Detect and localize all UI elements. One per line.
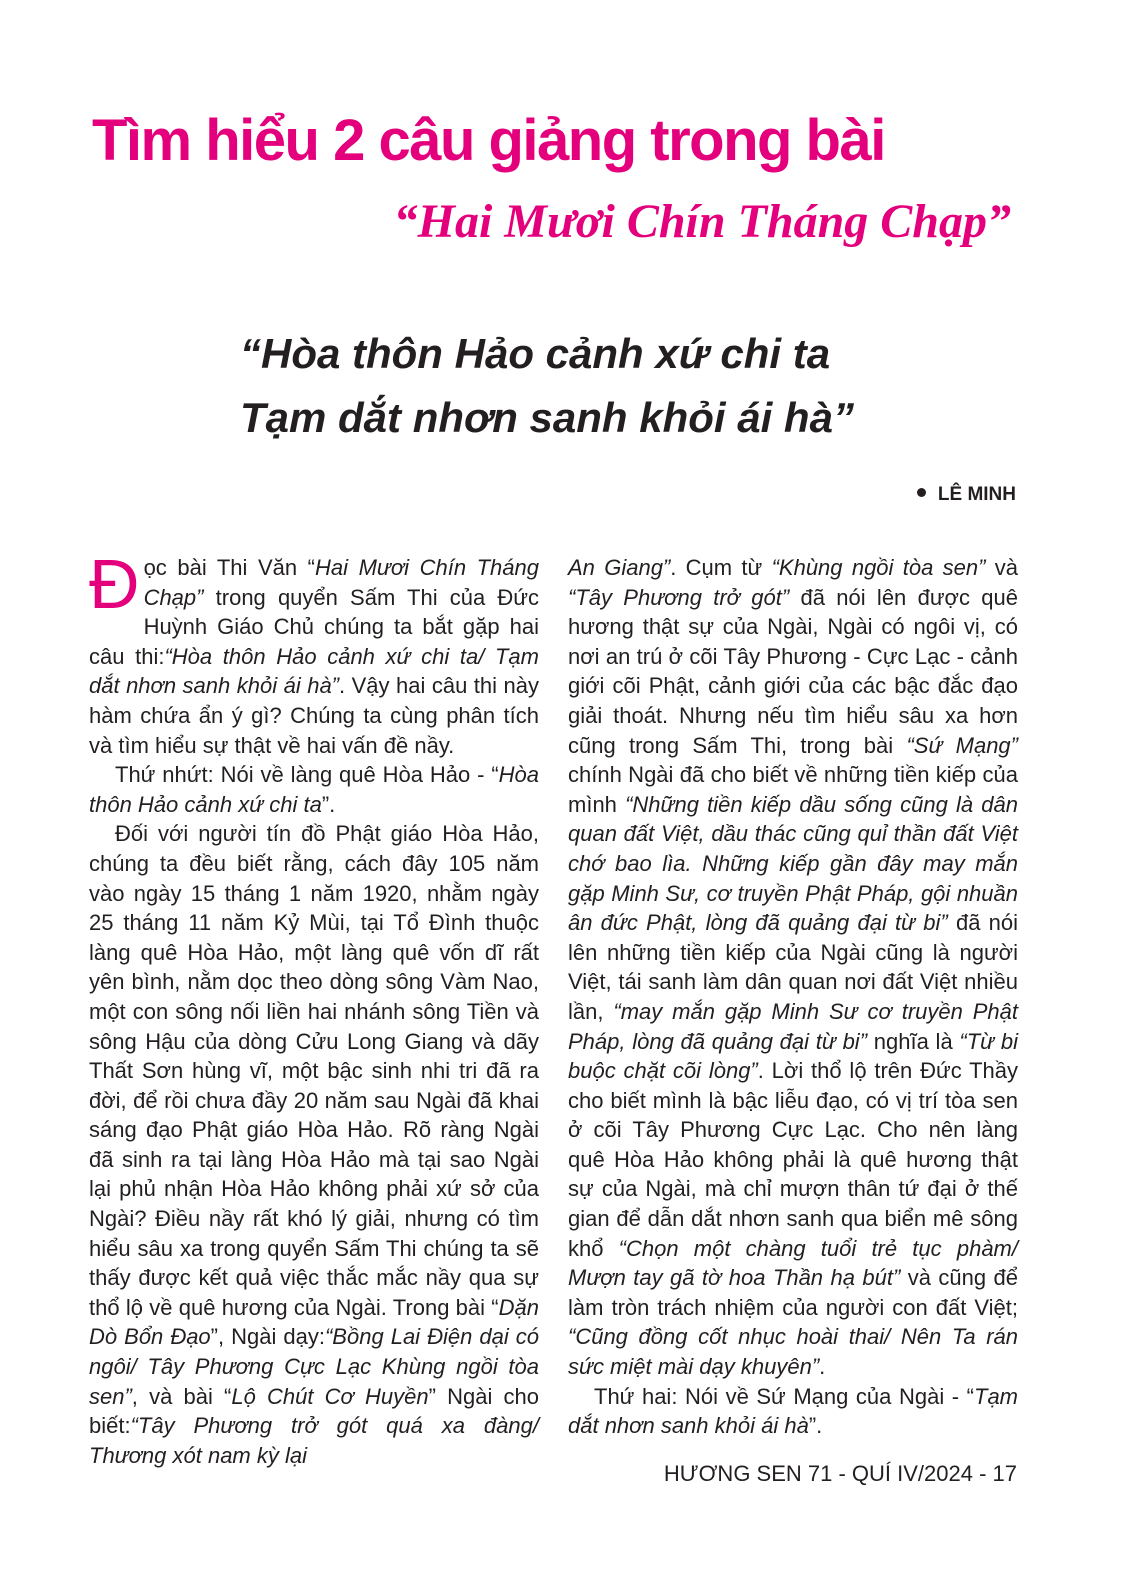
paragraph: Thứ nhứt: Nói về làng quê Hòa Hảo - “Hòa thôn Hảo cảnh xứ chi ta”. (89, 762, 539, 817)
paragraph: An Giang”. Cụm từ “Khùng ngồi tòa sen” và “Tây Phương trở gót” đã nói lên được quê hương thật sự của Ngài, Ngài có ngôi vị, có nơi an trú ở cõi Tây Phương - Cực Lạc - cảnh giới cõi Phật, cảnh giới của các bậc đắc đạo giải thoát. Nhưng nếu tìm hiểu sâu xa hơn cũng trong Sấm Thi, trong bài “Sứ Mạng” chính Ngài đã cho biết về những tiền kiếp của mình “Những tiền kiếp dầu sống cũng là dân quan đất Việt, dầu thác cũng quỉ thần đất Việt chớ bao lìa. Những kiếp gần đây may mắn gặp Minh Sư, cơ truyền Phật Pháp, gội nhuần ân đức Phật, lòng đã quảng đại từ bi” đã nói lên những tiền kiếp của Ngài cũng là người Việt, tái sanh làm dân quan nơi đất Việt nhiều lần, “may mắn gặp Minh Sư cơ truyền Phật Pháp, lòng đã quảng đại từ bi” nghĩa là “Từ bi buộc chặt cõi lòng”. Lời thổ lộ trên Đức Thầy cho biết mình là bậc liễu đạo, có vị trí tòa sen ở cõi Tây Phương Cực Lạc. Cho nên làng quê Hòa Hảo không phải là quê hương thật sự của Ngài, mà chỉ mượn thân tứ đại ở thế gian để dẫn dắt nhơn sanh qua biển mê sông khổ “Chọn một chàng tuổi trẻ tục phàm/ Mượn tay gã tờ hoa Thần hạ bút” và cũng để làm tròn trách nhiệm của người con đất Việt; “Cũng đồng cốt nhục hoài thai/ Nên Ta rán sức miệt mài dạy khuyên”. (568, 555, 1019, 1380)
page-footer: HƯƠNG SEN 71 - QUÍ IV/2024 - 17 (663, 1461, 1017, 1486)
author-byline (917, 484, 1016, 506)
text-column-right (568, 553, 1018, 1441)
bullet-icon (917, 488, 926, 497)
article-title: Tìm hiểu 2 câu giảng trong bài (92, 108, 885, 173)
verse-block (240, 322, 1020, 450)
paragraph: Đối với người tín đồ Phật giáo Hòa Hảo, chúng ta đều biết rằng, cách đây 105 năm vào ngày 15 tháng 1 năm 1920, nhằm ngày 25 tháng 11 năm Kỷ Mùi, tại Tổ Đình thuộc làng quê Hòa Hảo, một làng quê vốn dĩ rất yên bình, nằm dọc theo dòng sông Vàm Nao, một con sông nối liền hai nhánh sông Tiền và sông Hậu của dòng Cửu Long Giang và dãy Thất Sơn hùng vĩ, một bậc sinh nhi tri đã ra đời, để rồi chưa đầy 20 năm sau Ngài đã khai sáng đạo Phật giáo Hòa Hảo. Rõ ràng Ngài đã sinh ra tại làng Hòa Hảo mà tại sao Ngài lại phủ nhận Hòa Hảo không phải xứ sở của Ngài? Điều nầy rất khó lý giải, nhưng có tìm hiểu sâu xa trong quyển Sấm Thi chúng ta sẽ thấy được kết quả việc thắc mắc nầy qua sự thổ lộ về quê hương của Ngài. Trong bài “Dặn Dò Bổn Đạo”, Ngài dạy:“Bồng Lai Điện dại có ngôi/ Tây Phương Cực Lạc Khùng ngồi tòa sen”, và bài “Lộ Chút Cơ Huyền” Ngài cho biết:“Tây Phương trở gót quá xa đàng/ Thương xót nam kỳ lại (89, 821, 539, 1468)
drop-cap: Đ (89, 545, 140, 623)
paragraph: Thứ hai: Nói về Sứ Mạng của Ngài - “Tạm dắt nhơn sanh khỏi ái hà”. (568, 1383, 1018, 1439)
author-name: LÊ MINH (937, 484, 1016, 505)
text-column-left (89, 545, 540, 1470)
paragraph: Đọc bài Thi Văn “Hai Mươi Chín Tháng Chạp” trong quyển Sấm Thi của Đức Huỳnh Giáo Chủ chúng ta bắt gặp hai câu thi:“Hòa thôn Hảo cảnh xứ chi ta/ Tạm dắt nhơn sanh khỏi ái hà”. Vậy hai câu thi này hàm chứa ẩn ý gì? Chúng ta cùng phân tích và tìm hiểu sự thật về hai vấn đề nầy. (89, 545, 540, 758)
article-subtitle: “Hai Mươi Chín Tháng Chạp” (393, 195, 1011, 248)
verse-line-1: “Hòa thôn Hảo cảnh xứ chi ta (240, 330, 831, 377)
verse-line-2: Tạm dắt nhơn sanh khỏi ái hà” (240, 394, 854, 441)
